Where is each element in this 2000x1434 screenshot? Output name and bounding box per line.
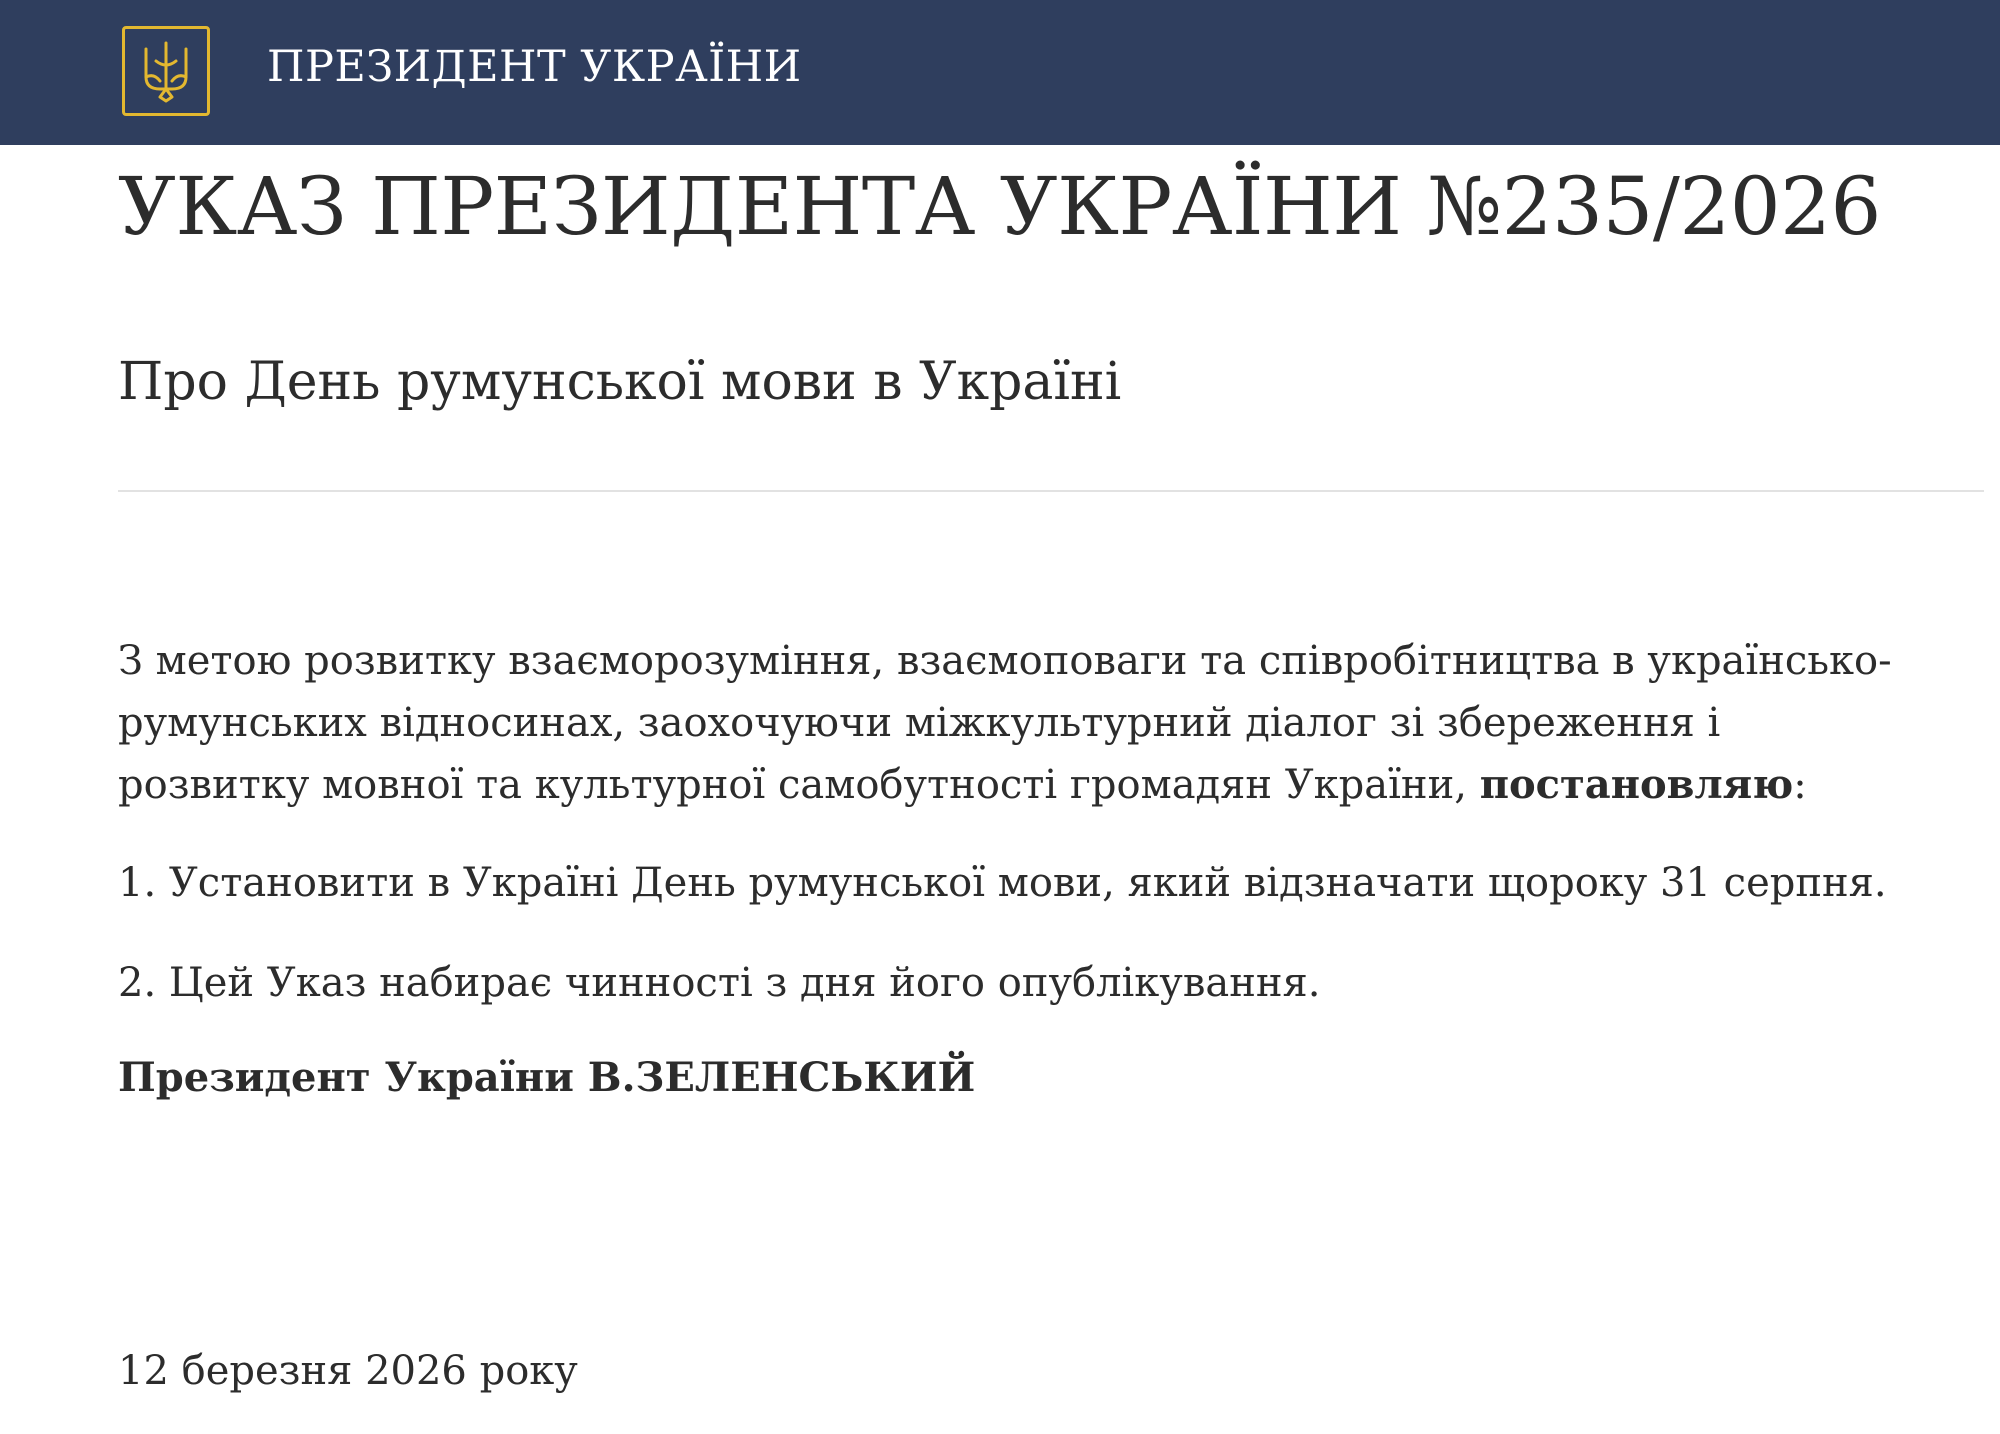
decree-intro: [118, 630, 1908, 816]
trident-icon: [138, 39, 194, 103]
decree-date: 12 березня 2026 року: [118, 1348, 578, 1394]
decree-item-2: 2. Цей Указ набирає чинності з дня його опублікування.: [118, 960, 1321, 1006]
site-title[interactable]: ПРЕЗИДЕНТ УКРАЇНИ: [267, 42, 802, 92]
decree-item-1: 1. Установити в Україні День румунської мови, який відзначати щороку 31 серпня.: [118, 860, 1887, 906]
decree-signature: Президент України В.ЗЕЛЕНСЬКИЙ: [118, 1054, 976, 1101]
intro-end: :: [1793, 762, 1807, 808]
decree-subtitle: Про День румунської мови в Україні: [118, 352, 1122, 412]
emblem-link[interactable]: [122, 26, 210, 116]
intro-text: З метою розвитку взаєморозуміння, взаємоповаги та співробітництва в українсько-румунських відносинах, заохочуючи міжкультурний діалог зі збереження і розвитку мовної та культурної самобутності громадян України,: [118, 638, 1892, 808]
divider: [118, 490, 1984, 492]
site-header: [0, 0, 2000, 145]
decree-title: УКАЗ ПРЕЗИДЕНТА УКРАЇНИ №235/2026: [118, 160, 1881, 253]
intro-bold: постановляю: [1479, 761, 1794, 808]
